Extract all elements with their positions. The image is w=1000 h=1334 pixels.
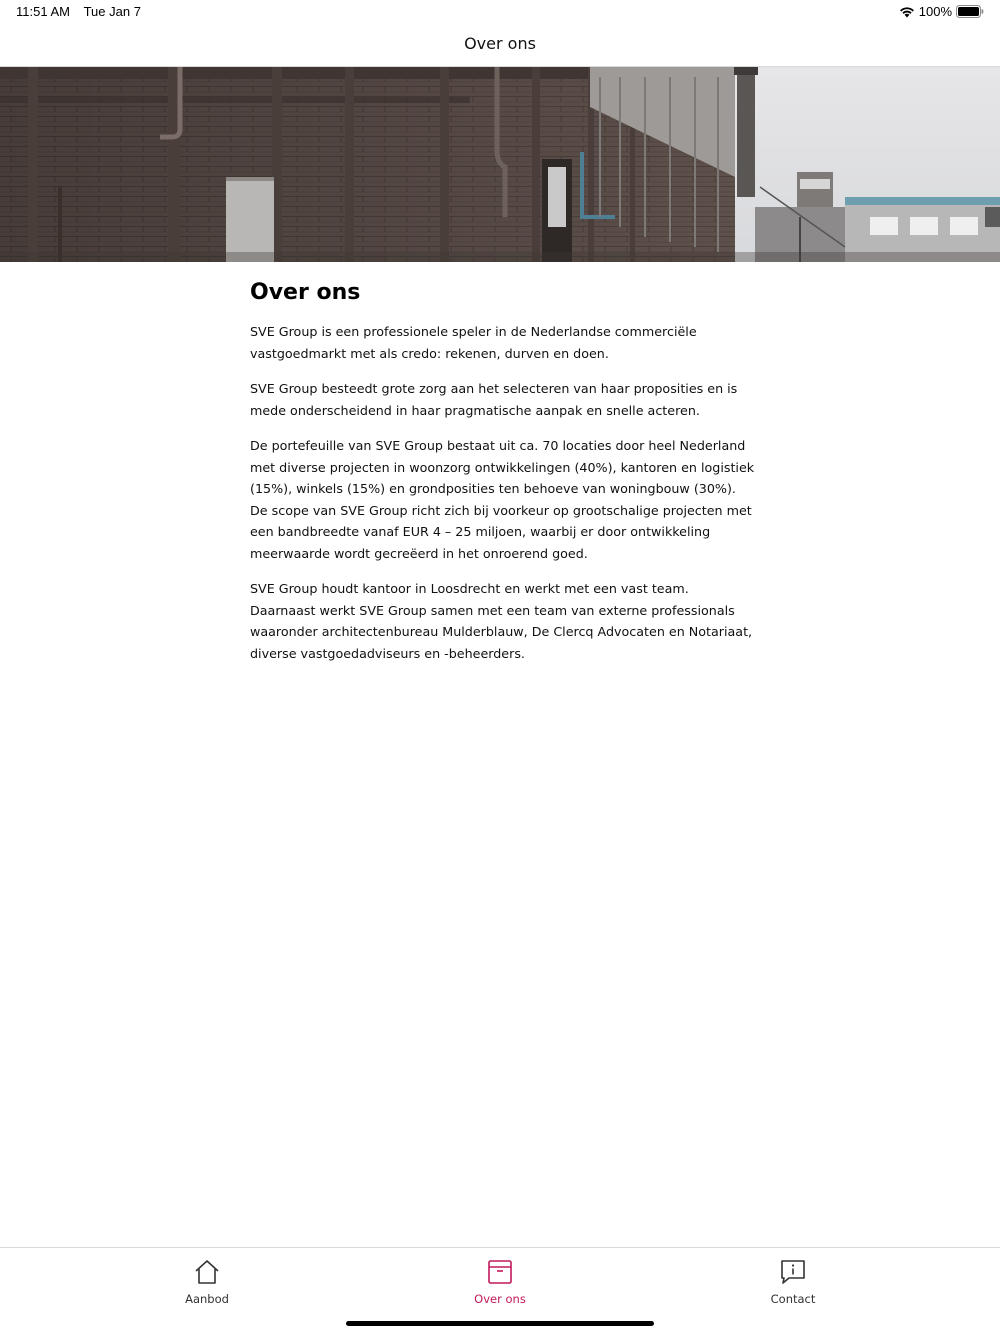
tab-over-ons-label: Over ons xyxy=(474,1292,526,1306)
nav-title: Over ons xyxy=(464,34,536,53)
status-bar xyxy=(0,0,1000,24)
page-heading: Over ons xyxy=(250,280,361,305)
home-icon xyxy=(193,1258,221,1286)
tab-over-ons[interactable] xyxy=(430,1258,570,1306)
tab-contact-label: Contact xyxy=(770,1292,816,1306)
navigation-bar xyxy=(0,24,1000,67)
paragraph-intro: SVE Group is een professionele speler in de Nederlandse commerciële vastgoedmarkt met als credo: rekenen, durven en doen. xyxy=(250,324,697,361)
tab-contact[interactable] xyxy=(723,1258,863,1306)
tab-aanbod-label: Aanbod xyxy=(185,1292,229,1306)
tab-aanbod[interactable] xyxy=(137,1258,277,1306)
box-icon xyxy=(486,1258,514,1286)
about-content xyxy=(250,279,756,678)
paragraph-office: SVE Group houdt kantoor in Loosdrecht en werkt met een vast team. Daarnaast werkt SVE Group samen met een team van externe professionals waaronder architectenbureau Mulderblauw, De Clercq Advocaten en Notariaat, diverse vastgoedadviseurs en -beheerders. xyxy=(250,581,753,661)
info-chat-icon xyxy=(779,1258,807,1286)
wifi-icon xyxy=(899,6,915,18)
status-right xyxy=(899,4,984,19)
battery-icon xyxy=(956,5,984,18)
status-date: Tue Jan 7 xyxy=(83,4,141,19)
home-indicator[interactable] xyxy=(346,1321,654,1326)
factory-hero-image xyxy=(0,67,1000,262)
paragraph-portfolio: De portefeuille van SVE Group bestaat uit ca. 70 locaties door heel Nederland met diverse projecten in woonzorg ontwikkelingen (40%), kantoren en logistiek (15%), winkels (15%) en grondposities ten behoeve van woningbouw (30%). De scope van SVE Group richt zich bij voorkeur op grootschalige projecten met een bandbreedte vanaf EUR 4 – 25 miljoen, waarbij er door ontwikkeling meerwaarde wordt gecreëerd in het onroerend goed. xyxy=(250,438,755,561)
battery-percent: 100% xyxy=(918,4,952,19)
paragraph-propositions: SVE Group besteedt grote zorg aan het selecteren van haar proposities en is mede onderscheidend in haar pragmatische aanpak en snelle acteren. xyxy=(250,381,738,418)
status-time: 11:51 AM xyxy=(16,4,70,19)
status-time-date xyxy=(16,4,141,19)
